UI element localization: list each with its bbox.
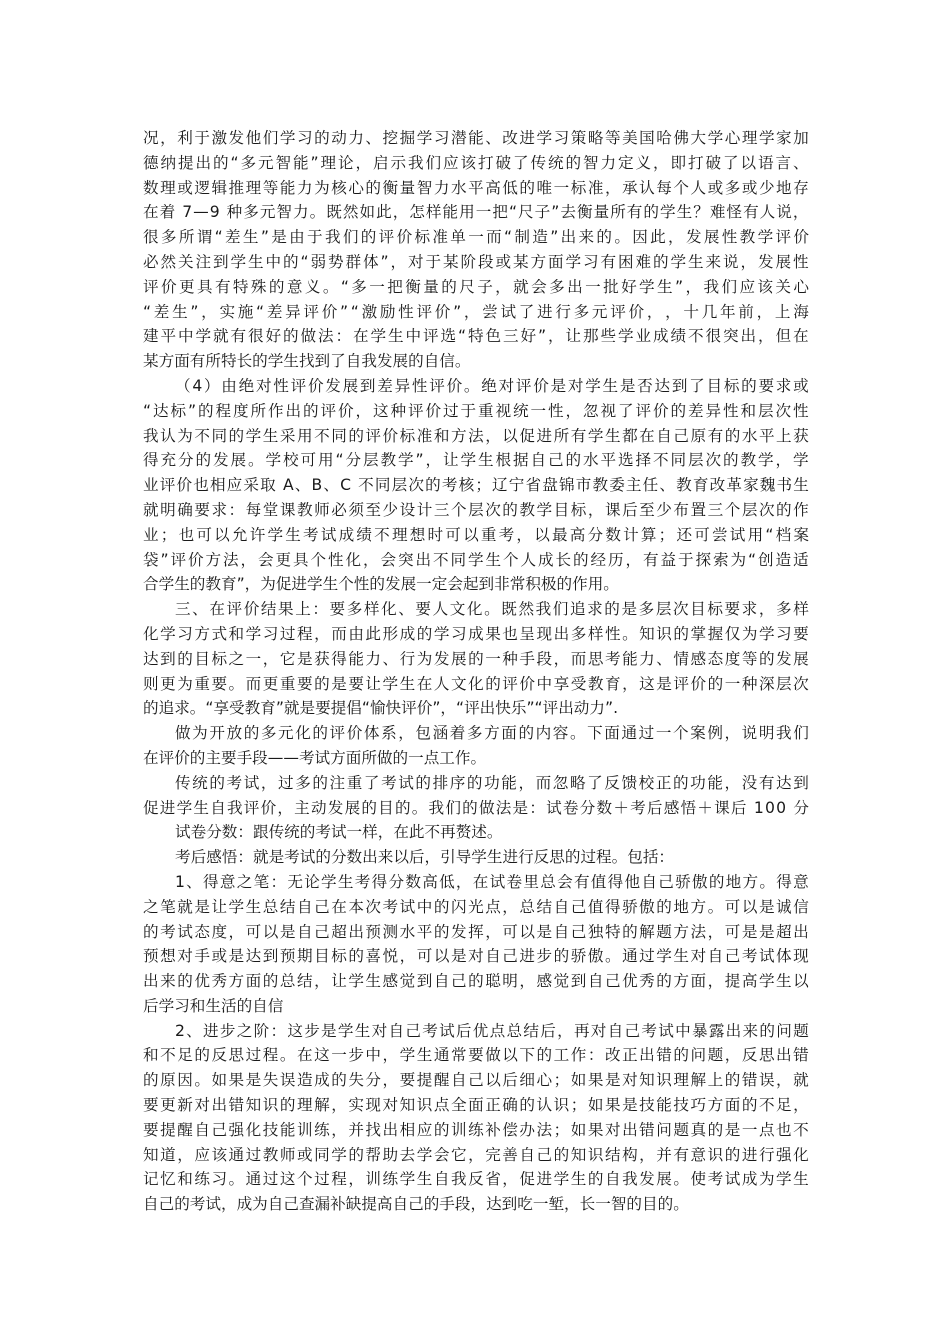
text-line: 考后感悟：就是考试的分数出来以后，引导学生进行反思的过程。包括： [175,848,675,867]
text-line: 数 理 或 逻 辑 推 理 等 能 力 为 核 心 的 衡 量 智 力 水 平 高 低 的 唯 一 标 准 ， 承 认 每 个 人 或 多 或 少 地 存 [143,178,809,197]
text-line: （ 4 ） 由 绝 对 性 评 价 发 展 到 差 异 性 评 价 。 绝 对 评 价 是 对 学 生 是 否 达 到 了 目 标 的 要 求 或 [175,376,809,395]
text-line: 知 道 ， 应 该 通 过 教 师 或 同 学 的 帮 助 去 学 会 它 ， 完 善 自 己 的 知 识 结 构 ， 并 有 意 识 的 进 行 强 化 [143,1145,809,1164]
text-line: “ 达 标 ” 的 程 度 所 作 出 的 评 价 ， 这 种 评 价 过 于 重 视 统 一 性 ， 忽 视 了 评 价 的 差 异 性 和 层 次 性 [143,401,809,420]
text-line: 在 着 7 — 9 种 多 元 智 力 。 既 然 如 此 ， 怎 样 能 用 一 把 “ 尺 子 ” 去 衡 量 所 有 的 学 生 ？ 难 怪 有 人 说 ， [143,203,809,222]
text-line: 预 想 对 手 或 是 达 到 预 期 目 标 的 喜 悦 ， 可 以 是 对 自 己 进 步 的 骄 傲 。 通 过 学 生 对 自 己 考 试 体 现 [143,947,809,966]
text-line: 必 然 关 注 到 学 生 中 的 “ 弱 势 群 体 ” ， 对 于 某 阶 段 或 某 方 面 学 习 有 困 难 的 学 生 来 说 ， 发 展 性 [143,252,809,271]
text-line: 的追求。“享受教育”就是要提倡“愉快评价”，“评出快乐”“评出动力”. [143,699,619,718]
text-line: 达 到 的 目 标 之 一 ， 它 是 获 得 能 力 、 行 为 发 展 的 一 种 手 段 ， 而 思 考 能 力 、 情 感 态 度 等 的 发 展 [143,649,809,668]
text-line: 业 ； 也 可 以 允 许 学 生 考 试 成 绩 不 理 想 时 可 以 重 考 ， 以 最 高 分 数 计 算 ； 还 可 尝 试 用 “ 档 案 [143,525,809,544]
text-line: 我 认 为 不 同 的 学 生 采 用 不 同 的 评 价 标 准 和 方 法 ， 以 促 进 所 有 学 生 都 在 自 己 原 有 的 水 平 上 获 [143,426,809,445]
text-line: 要 更 新 对 出 错 知 识 的 理 解 ， 实 现 对 知 识 点 全 面 正 确 的 认 识 ； 如 果 是 技 能 技 巧 方 面 的 不 足 ， [143,1096,809,1115]
text-line: 要 提 醒 自 己 强 化 技 能 训 练 ， 并 找 出 相 应 的 训 练 补 偿 办 法 ； 如 果 对 出 错 问 题 真 的 是 一 点 也 不 [143,1120,809,1139]
text-line: 在评价的主要手段——考试方面所做的一点工作。 [143,748,487,767]
text-line: 况 ， 利 于 激 发 他 们 学 习 的 动 力 、 挖 掘 学 习 潜 能 、 改 进 学 习 策 略 等 美 国 哈 佛 大 学 心 理 学 家 加 [143,129,809,147]
text-line: 就 明 确 要 求 ： 每 堂 课 教 师 必 须 至 少 设 计 三 个 层 次 的 教 学 目 标 ， 课 后 至 少 布 置 三 个 层 次 的 作 [143,500,809,519]
text-line: 记 忆 和 练 习 。 通 过 这 个 过 程 ， 训 练 学 生 自 我 反 省 ， 促 进 学 生 的 自 我 发 展 。 使 考 试 成 为 学 生 [143,1170,809,1189]
text-line: 三 、 在 评 价 结 果 上 ： 要 多 样 化 、 要 人 文 化 。 既 然 我 们 追 求 的 是 多 层 次 目 标 要 求 ， 多 样 [175,600,809,619]
text-line: 建 平 中 学 就 有 很 好 的 做 法 ： 在 学 生 中 评 选 “ 特 色 三 好 ” ， 让 那 些 学 业 成 绩 不 很 突 出 ， 但 在 [143,327,809,346]
text-line: 传 统 的 考 试 ， 过 多 的 注 重 了 考 试 的 排 序 的 功 能 ， 而 忽 略 了 反 馈 校 正 的 功 能 ， 没 有 达 到 [175,773,809,792]
text-line: 化 学 习 方 式 和 学 习 过 程 ， 而 由 此 形 成 的 学 习 成 果 也 呈 现 出 多 样 性 。 知 识 的 掌 握 仅 为 学 习 要 [143,624,809,643]
document-body [143,126,809,1217]
text-line: 袋 ” 评 价 方 法 ， 会 更 具 个 性 化 ， 会 突 出 不 同 学 生 个 人 成 长 的 经 历 ， 有 益 于 探 索 为 “ 创 造 适 [143,550,809,569]
text-line: 和 不 足 的 反 思 过 程 。 在 这 一 步 中 ， 学 生 通 常 要 做 以 下 的 工 作 ： 改 正 出 错 的 问 题 ， 反 思 出 错 [143,1046,809,1065]
text-line: 促 进 学 生 自 我 评 价 ， 主 动 发 展 的 目 的 。 我 们 的 做 法 是 ： 试 卷 分 数 ＋ 考 后 感 悟 ＋ 课 后 1 0 0 分 [143,798,809,817]
text-line: 之 笔 就 是 让 学 生 总 结 自 己 在 本 次 考 试 中 的 闪 光 点 ， 总 结 自 己 值 得 骄 傲 的 地 方 。 可 以 是 诚 信 [143,897,809,916]
text-line: 试卷分数：跟传统的考试一样，在此不再赘述。 [175,823,503,842]
text-line: 的 考 试 态 度 ， 可 以 是 自 己 超 出 预 测 水 平 的 发 挥 ， 可 以 是 自 己 独 特 的 解 题 方 法 ， 可 是 是 超 出 [143,922,809,941]
text-line: 1 、 得 意 之 笔 ： 无 论 学 生 考 得 分 数 高 低 ， 在 试 卷 里 总 会 有 值 得 他 自 己 骄 傲 的 地 方 。 得 意 [175,872,809,891]
text-line: 做 为 开 放 的 多 元 化 的 评 价 体 系 ， 包 涵 着 多 方 面 的 内 容 。 下 面 通 过 一 个 案 例 ， 说 明 我 们 [175,724,809,743]
text-line: 业 评 价 也 相 应 采 取 A 、 B 、 C 不 同 层 次 的 考 核 ； 辽 宁 省 盘 锦 市 教 委 主 任 、 教 育 改 革 家 魏 书 生 [143,476,809,495]
text-line: 评 价 更 具 有 特 殊 的 意 义 。 “ 多 一 把 衡 量 的 尺 子 ， 就 会 多 出 一 批 好 学 生 ” ， 我 们 应 该 关 心 [143,277,809,296]
text-line: “ 差 生 ” ， 实 施 “ 差 异 评 价 ” “ 激 励 性 评 价 ” ， 尝 试 了 进 行 多 元 评 价 ， ， 十 几 年 前 ， 上 海 [143,302,809,321]
text-line: 则 更 为 重 要 。 而 更 重 要 的 是 要 让 学 生 在 人 文 化 的 评 价 中 享 受 教 育 ， 这 是 评 价 的 一 种 深 层 次 [143,674,809,693]
text-line: 后学习和生活的自信 [143,996,284,1015]
text-line: 自己的考试，成为自己查漏补缺提高自己的手段，达到吃一堑，长一智的目的。 [143,1195,689,1214]
text-line: 得 充 分 的 发 展 。 学 校 可 用 “ 分 层 教 学 ” ， 让 学 生 根 据 自 己 的 水 平 选 择 不 同 层 次 的 教 学 ， 学 [143,451,809,470]
text-line: 合学生的教育”，为促进学生个性的发展一定会起到非常积极的作用。 [143,575,619,594]
text-line: 某方面有所特长的学生找到了自我发展的自信。 [143,352,471,371]
text-line: 德 纳 提 出 的 “ 多 元 智 能 ” 理 论 ， 启 示 我 们 应 该 打 破 了 传 统 的 智 力 定 义 ， 即 打 破 了 以 语 言 、 [143,153,809,172]
text-line: 很 多 所 谓 “ 差 生 ” 是 由 于 我 们 的 评 价 标 准 单 一 而 “ 制 造 ” 出 来 的 。 因 此 ， 发 展 性 教 学 评 价 [143,228,809,247]
text-line: 出 来 的 优 秀 方 面 的 总 结 ， 让 学 生 感 觉 到 自 己 的 聪 明 ， 感 觉 到 自 己 优 秀 的 方 面 ， 提 高 学 生 以 [143,972,809,991]
text-line: 2 、 进 步 之 阶 ： 这 步 是 学 生 对 自 己 考 试 后 优 点 总 结 后 ， 再 对 自 己 考 试 中 暴 露 出 来 的 问 题 [175,1021,809,1040]
text-line: 的 原 因 。 如 果 是 失 误 造 成 的 失 分 ， 要 提 醒 自 己 以 后 细 心 ； 如 果 是 对 知 识 理 解 上 的 错 误 ， 就 [143,1071,809,1090]
